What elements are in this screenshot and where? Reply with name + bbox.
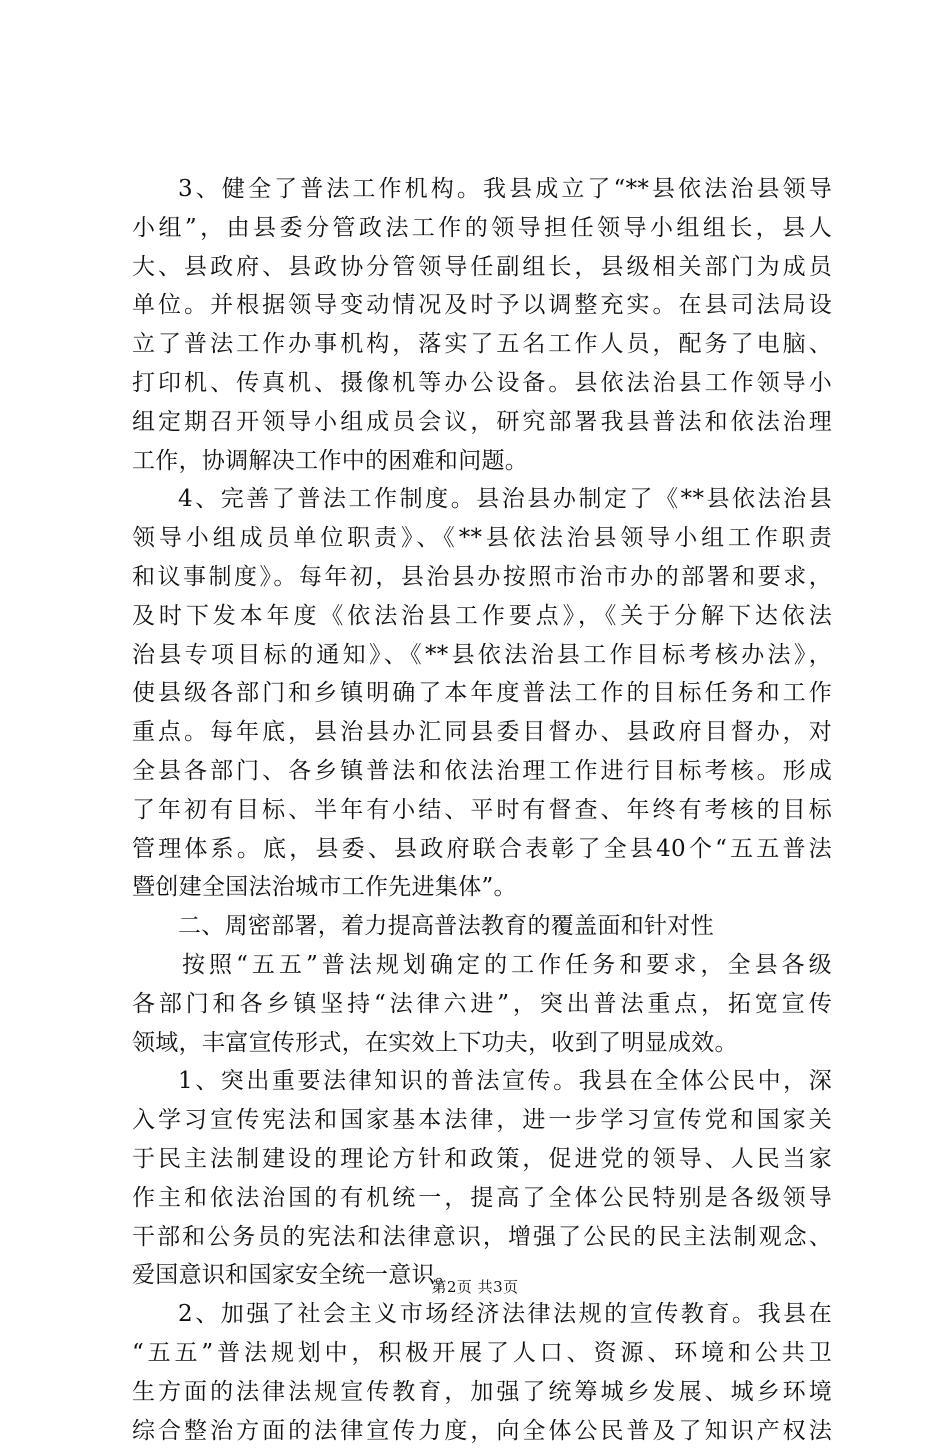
paragraph-4-line-11: 暨创建全国法治城市工作先进集体”。 [132, 868, 832, 907]
paragraph-3-line-8: 工作，协调解决工作中的困难和问题。 [132, 442, 832, 481]
paragraph-4-line-7: 重点。每年底，县治县办汇同县委目督办、县政府目督办，对 [132, 713, 832, 752]
paragraph-3-line-7: 组定期召开领导小组成员会议，研究部署我县普法和依法治理 [132, 403, 832, 442]
paragraph-s1-line-2: 入学习宣传宪法和国家基本法律，进一步学习宣传党和国家关 [132, 1101, 832, 1140]
page-footer: 第2页 共3页 [0, 1277, 950, 1297]
paragraph-s1-line-5: 干部和公务员的宪法和法律意识，增强了公民的民主法制观念、 [132, 1218, 832, 1257]
paragraph-s2-line-4: 综合整治方面的法律宣传力度，向全体公民普及了知识产权法 [132, 1412, 832, 1450]
paragraph-intro-line-1: 按照“五五”普法规划确定的工作任务和要求，全县各级 [132, 946, 832, 985]
paragraph-4-line-6: 使县级各部门和乡镇明确了本年度普法工作的目标任务和工作 [132, 674, 832, 713]
paragraph-4-line-9: 了年初有目标、半年有小结、平时有督查、年终有考核的目标 [132, 791, 832, 830]
paragraph-4-line-8: 全县各部门、各乡镇普法和依法治理工作进行目标考核。形成 [132, 752, 832, 791]
paragraph-4-line-2: 领导小组成员单位职责》、《**县依法治县领导小组工作职责 [132, 519, 832, 558]
paragraph-3-line-1: 3、健全了普法工作机构。我县成立了“**县依法治县领导 [132, 170, 832, 209]
paragraph-s2-line-3: 生方面的法律法规宣传教育，加强了统筹城乡发展、城乡环境 [132, 1373, 832, 1412]
paragraph-intro-line-3: 领域，丰富宣传形式，在实效上下功夫，收到了明显成效。 [132, 1024, 832, 1063]
paragraph-s1-line-1: 1、突出重要法律知识的普法宣传。我县在全体公民中，深 [132, 1062, 832, 1101]
paragraph-3-line-3: 大、县政府、县政协分管领导任副组长，县级相关部门为成员 [132, 248, 832, 287]
paragraph-s1-line-3: 于民主法制建设的理论方针和政策，促进党的领导、人民当家 [132, 1140, 832, 1179]
paragraph-s2-line-1: 2、加强了社会主义市场经济法律法规的宣传教育。我县在 [132, 1295, 832, 1334]
paragraph-4-line-4: 及时下发本年度《依法治县工作要点》，《关于分解下达依法 [132, 597, 832, 636]
paragraph-intro-line-2: 各部门和各乡镇坚持“法律六进”，突出普法重点，拓宽宣传 [132, 985, 832, 1024]
section-heading-2: 二、周密部署，着力提高普法教育的覆盖面和针对性 [132, 907, 832, 946]
paragraph-4-line-5: 治县专项目标的通知》、《**县依法治县工作目标考核办法》， [132, 636, 832, 675]
paragraph-3-line-6: 打印机、传真机、摄像机等办公设备。县依法治县工作领导小 [132, 364, 832, 403]
paragraph-3-line-5: 立了普法工作办事机构，落实了五名工作人员，配务了电脑、 [132, 325, 832, 364]
paragraph-4-line-3: 和议事制度》。每年初，县治县办按照市治市办的部署和要求， [132, 558, 832, 597]
document-body [132, 170, 832, 1450]
paragraph-s1-line-4: 作主和依法治国的有机统一，提高了全体公民特别是各级领导 [132, 1179, 832, 1218]
paragraph-s1-line-6: 爱国意识和国家安全统一意识。 [132, 1256, 832, 1295]
paragraph-3-line-2: 小组”，由县委分管政法工作的领导担任领导小组组长，县人 [132, 209, 832, 248]
paragraph-4-line-1: 4、完善了普法工作制度。县治县办制定了《**县依法治县 [132, 480, 832, 519]
paragraph-3-line-4: 单位。并根据领导变动情况及时予以调整充实。在县司法局设 [132, 286, 832, 325]
paragraph-4-line-10: 管理体系。底，县委、县政府联合表彰了全县40个“五五普法 [132, 830, 832, 869]
paragraph-s2-line-2: “五五”普法规划中，积极开展了人口、资源、环境和公共卫 [132, 1334, 832, 1373]
